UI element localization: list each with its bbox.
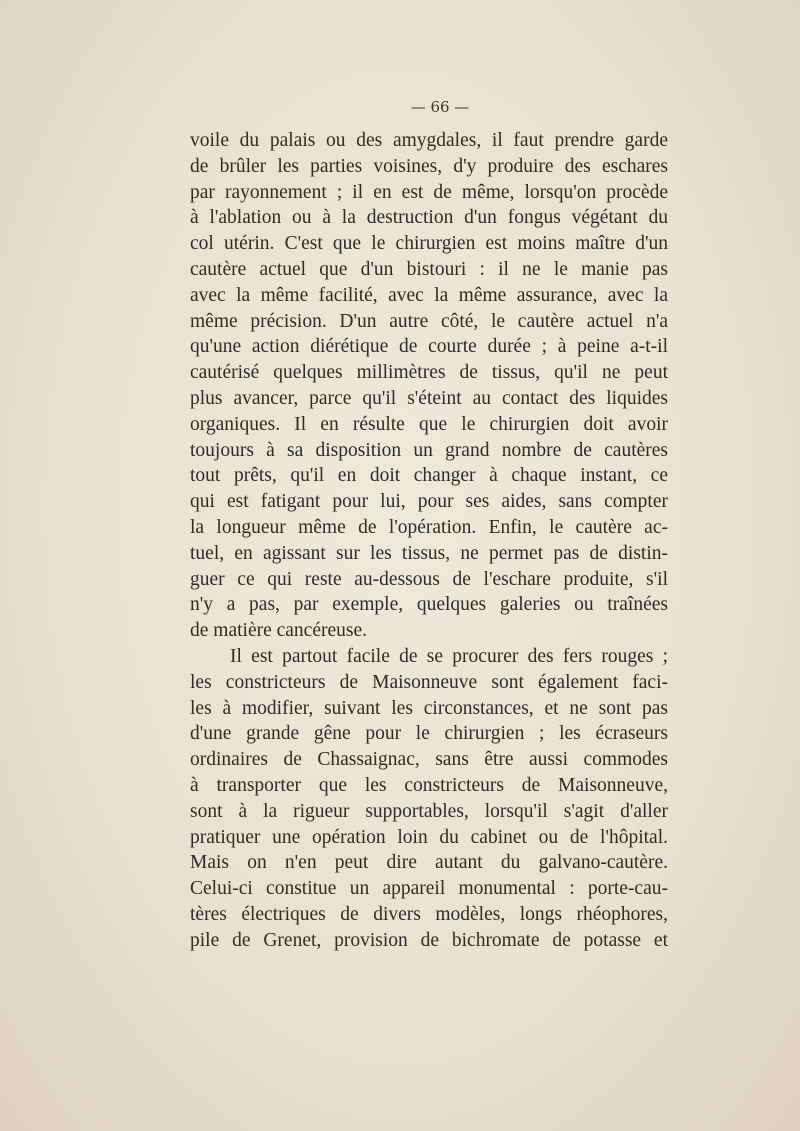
- page-number: — 66 —: [410, 98, 470, 116]
- text-line: qui est fatigant pour lui, pour ses aides, sans compter: [190, 491, 668, 513]
- text-line: cautère actuel que d'un bistouri : il ne le manie pas: [190, 258, 668, 280]
- text-line: n'y a pas, par exemple, quelques galeries ou traînées: [190, 594, 668, 616]
- text-line: d'une grande gêne pour le chirurgien ; les écraseurs: [190, 723, 668, 745]
- text-line: voile du palais ou des amygdales, il faut prendre garde: [190, 130, 668, 151]
- text-line: les à modifier, suivant les circonstances, et ne sont pas: [190, 697, 668, 719]
- text-line: plus avancer, parce qu'il s'éteint au contact des liquides: [190, 387, 668, 409]
- text-line: tuel, en agissant sur les tissus, ne permet pas de distin-: [190, 542, 668, 564]
- text-line: organiques. Il en résulte que le chirurgien doit avoir: [190, 413, 668, 435]
- text-line: tères électriques de divers modèles, longs rhéophores,: [190, 903, 668, 925]
- text-line: de matière cancéreuse.: [190, 620, 368, 642]
- text-line: tout prêts, qu'il en doit changer à chaque instant, ce: [190, 465, 668, 487]
- text-line: col utérin. C'est que le chirurgien est moins maître d'un: [190, 233, 668, 255]
- text-line: par rayonnement ; il en est de même, lorsqu'on procède: [190, 181, 668, 203]
- text-line: la longueur même de l'opération. Enfin, le cautère ac-: [190, 516, 668, 538]
- text-line: toujours à sa disposition un grand nombre de cautères: [190, 439, 668, 461]
- body-text: [190, 128, 668, 954]
- text-line: les constricteurs de Maisonneuve sont également faci-: [190, 671, 668, 693]
- text-line: sont à la rigueur supportables, lorsqu'il s'agit d'aller: [190, 800, 668, 822]
- text-line: guer ce qui reste au-dessous de l'eschare produite, s'il: [190, 568, 668, 590]
- text-line: à l'ablation ou à la destruction d'un fongus végétant du: [190, 207, 668, 229]
- text-line: cautérisé quelques millimètres de tissus, qu'il ne peut: [190, 362, 668, 384]
- text-line: avec la même facilité, avec la même assurance, avec la: [190, 284, 668, 306]
- text-line: même précision. D'un autre côté, le cautère actuel n'a: [190, 310, 668, 332]
- text-line: pile de Grenet, provision de bichromate de potasse et: [190, 929, 668, 951]
- text-line: à transporter que les constricteurs de Maisonneuve,: [190, 774, 668, 796]
- text-line: pratiquer une opération loin du cabinet ou de l'hôpital.: [190, 826, 668, 848]
- text-line: Il est partout facile de se procurer des fers rouges ;: [230, 645, 668, 667]
- text-line: Mais on n'en peut dire autant du galvano-cautère.: [190, 852, 668, 874]
- text-line: ordinaires de Chassaignac, sans être aussi commodes: [190, 749, 668, 771]
- text-line: de brûler les parties voisines, d'y produire des eschares: [190, 155, 668, 177]
- text-line: Celui-ci constitue un appareil monumental : porte-cau-: [190, 878, 668, 900]
- text-line: qu'une action diérétique de courte durée ; à peine a-t-il: [190, 336, 668, 358]
